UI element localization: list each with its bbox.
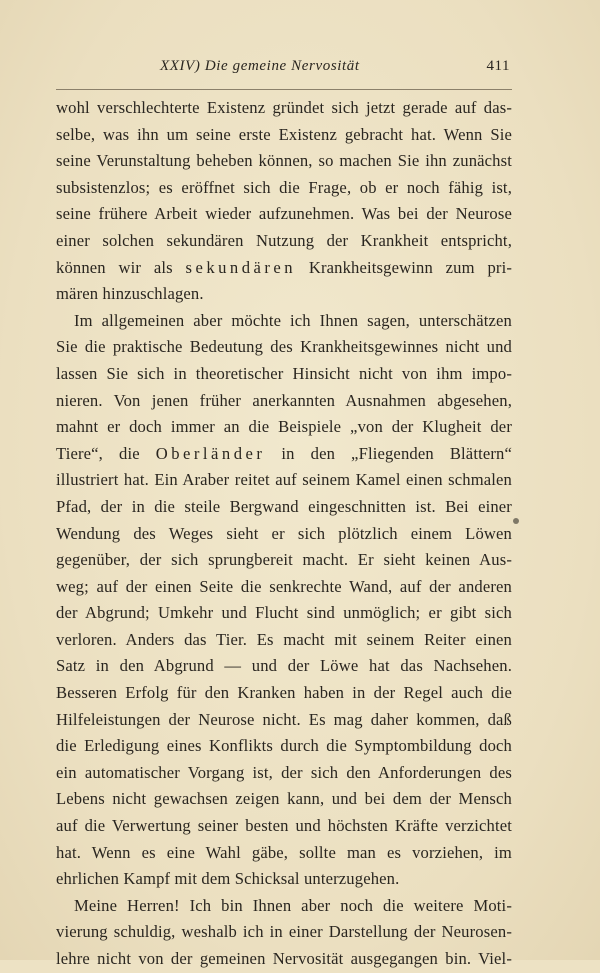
text-line: wohl verschlechterte Existenz gründet sich jetzt gerade auf das- [56,98,512,117]
text-line: Meine Herren! Ich bin Ihnen aber noch die weitere Moti- [74,895,512,915]
text-line: seine Verunstaltung beheben können, so machen Sie ihn zunächst [56,151,512,171]
text-line: lehre nicht von der gemeinen Nervosität ausgegangen bin. Viel- [56,949,512,968]
running-head [160,58,510,80]
text-fragment: Tiere“, die [56,443,156,463]
text-line: mären hinzuschlagen. [56,284,204,304]
text-fragment: in den „Fliegenden Blättern“ [265,443,512,463]
text-line: einer solchen sekundären Nutzung der Krankheit entspricht, [56,230,512,250]
text-line: Sie die praktische Bedeutung des Krankheitsgewinnes nicht und [56,337,512,357]
page-number: 411 [486,58,510,74]
text-line: mahnt er doch immer an die Beispiele „von der Klugheit der [56,417,512,437]
text-line: Satz in den Abgrund — und der Löwe hat das Nachsehen. [56,656,512,676]
text-line: ein automatischer Vorgang ist, der sich den Anforderungen des [56,762,512,782]
text-line: die Erledigung eines Konflikts durch die Symptombildung doch [56,736,512,756]
text-line: auf die Verwertung seiner besten und höchsten Kräfte verzichtet [56,816,512,836]
text-fragment: Krankheitsgewinn zum pri- [296,257,512,277]
text-line: Im allgemeinen aber möchte ich Ihnen sagen, unterschätzen [74,310,512,330]
text-line: illustriert hat. Ein Araber reitet auf seinem Kamel einen schmalen [56,470,512,490]
text-line: subsistenzlos; es eröffnet sich die Frage, ob er noch fähig ist, [56,177,512,197]
text-line: gegenüber, der sich sprungbereit macht. Er sieht keinen Aus- [56,550,512,570]
text-line: weg; auf der einen Seite die senkrechte Wand, auf der anderen [56,576,512,596]
text-line: verloren. Anders das Tier. Es macht mit seinem Reiter einen [56,629,512,649]
body-text [56,95,512,973]
emphasized-term: sekundären [185,257,297,277]
text-line: selbe, was ihn um seine erste Existenz gebracht hat. Wenn Sie [56,124,512,144]
text-line: hat. Wenn es eine Wahl gäbe, sollte man es vorziehen, im [56,842,512,862]
text-line [56,441,512,468]
text-line: nieren. Von jenen früher anerkannten Ausnahmen abgesehen, [56,390,512,410]
text-line: Wendung des Weges sieht er sich plötzlich einem Löwen [56,523,512,543]
text-line: lassen Sie sich in theoretischer Hinsicht nicht von ihm impo- [56,363,512,383]
running-title: XXIV) Die gemeine Nervosität [160,58,360,74]
text-line: seine frühere Arbeit wieder aufzunehmen. Was bei der Neurose [56,204,512,224]
text-line: Besseren Erfolg für den Kranken haben in der Regel auch die [56,683,512,703]
text-line: Pfad, der in die steile Bergwand eingeschnitten ist. Bei einer [56,496,512,516]
text-line: Lebens nicht gewachsen zeigen kann, und bei dem der Mensch [56,789,512,809]
text-line: vierung schuldig, weshalb ich in einer Darstellung der Neurosen- [56,922,512,942]
text-fragment: können wir als [56,257,186,277]
emphasized-term: Oberländer [155,443,266,463]
text-line: ehrlichen Kampf mit dem Schicksal unterzugehen. [56,869,400,889]
ink-speck [513,518,519,524]
text-line: der Abgrund; Umkehr und Flucht sind unmöglich; er gibt sich [56,603,512,623]
header-rule [56,89,512,90]
text-line [56,255,512,282]
text-line: Hilfeleistungen der Neurose nicht. Es mag daher kommen, daß [56,709,512,729]
